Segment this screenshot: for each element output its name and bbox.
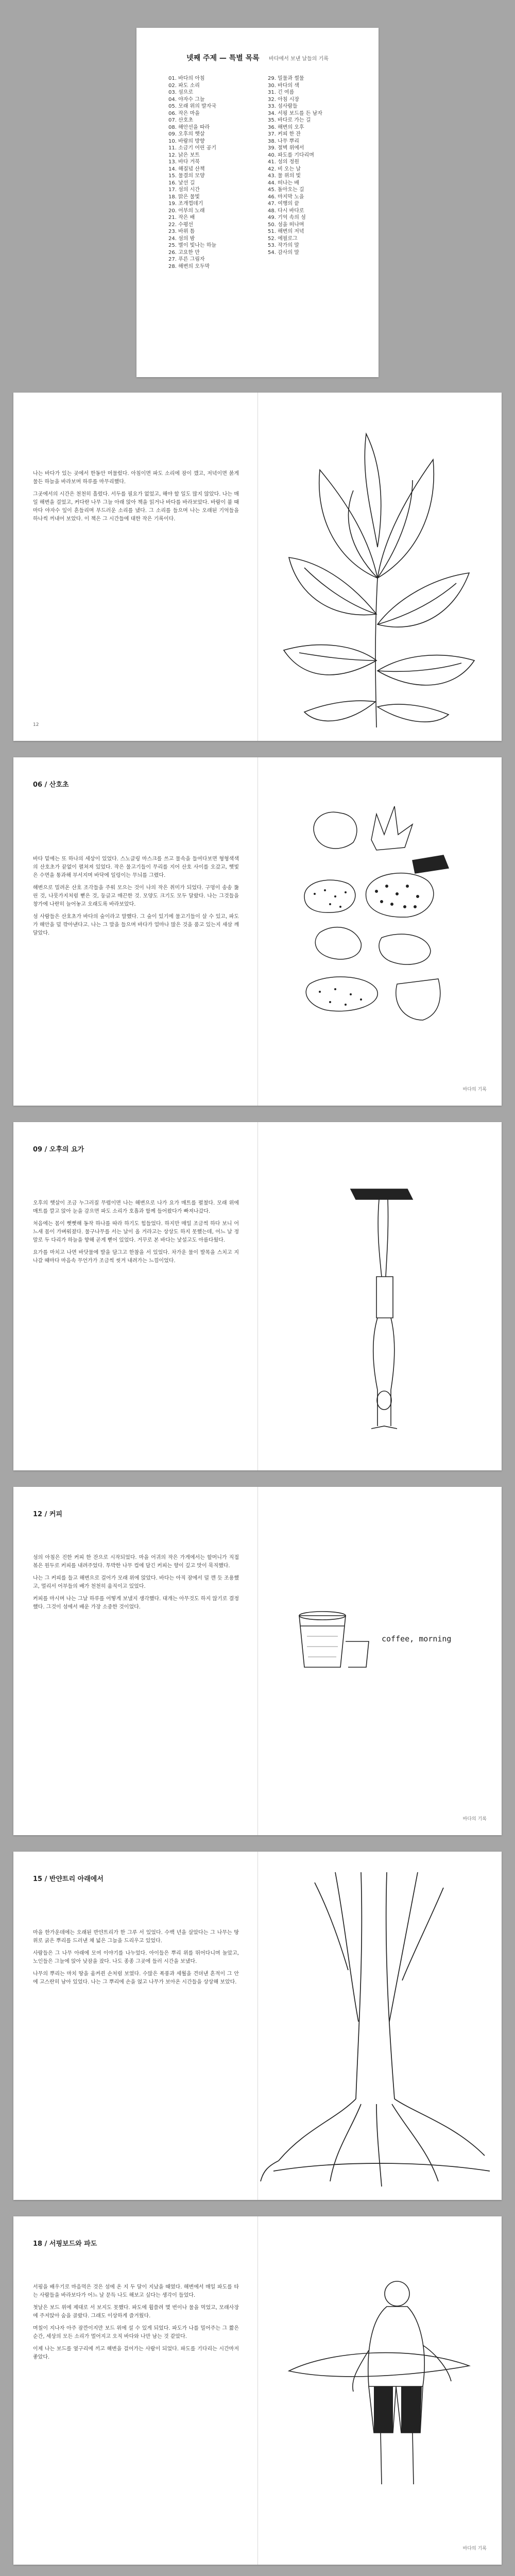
toc-right-column (268, 75, 371, 256)
toc-item: 45. 돌아오는 길 (268, 187, 304, 193)
running-footer: 바다의 기록 (462, 2546, 487, 2551)
leaf-illustration-page (258, 393, 502, 741)
toc-item: 02. 파도 소리 (168, 82, 200, 89)
yoga-text-page (13, 1122, 258, 1470)
toc-item: 28. 해변의 오두막 (168, 263, 210, 269)
toc-item: 32. 아침 시장 (268, 96, 299, 103)
toc-item: 11. 소금기 어린 공기 (168, 145, 217, 151)
toc-item: 39. 절벽 위에서 (268, 145, 304, 151)
coral-pieces-illustration (258, 757, 502, 1106)
paragraph: 바다 밑에는 또 하나의 세상이 있었다. 스노클링 마스크를 쓰고 물속을 들여다보면 형형색색의 산호초가 끝없이 펼쳐져 있었다. 작은 물고기들이 무리를 지어 산호 사이를 오갔고, 햇빛은 수면을 통과해 부서지며 바닥에 일렁이는 무늬를 그렸다. (33, 856, 239, 878)
toc-item: 17. 섬의 시간 (168, 187, 200, 193)
toc-item: 41. 섬의 정원 (268, 159, 299, 165)
toc-item: 51. 해변의 저녁 (268, 229, 304, 234)
yoga-illustration-page (258, 1122, 502, 1470)
toc-item: 05. 모래 위의 발자국 (168, 104, 217, 109)
chapter-heading: 18 / 서핑보드와 파도 (33, 2240, 97, 2248)
toc-item: 03. 섬으로 (168, 90, 194, 95)
spread-yoga (13, 1122, 502, 1470)
toc-item: 46. 마지막 노을 (268, 194, 304, 200)
coffee-text-page (13, 1487, 258, 1835)
toc-item: 30. 바다의 색 (268, 82, 299, 89)
toc-item: 15. 물결의 모양 (168, 173, 205, 179)
spread-coral (13, 757, 502, 1106)
leaf-plant-illustration (258, 393, 502, 741)
surf-illustration-page (258, 2216, 502, 2565)
toc-item: 29. 밀물과 썰물 (268, 76, 304, 81)
paragraph: 나무의 뿌리는 마치 땅을 움켜쥔 손처럼 보였다. 수많은 폭풍과 세월을 견뎌낸 흔적이 그 안에 고스란히 남아 있었다. 나는 그 뿌리에 손을 얹고 나무가 보아온 시간들을 상상해 보았다. (33, 1971, 239, 1985)
toc-item: 12. 낡은 보트 (168, 152, 200, 158)
toc-item: 04. 야자수 그늘 (168, 96, 205, 103)
paragraph: 이제 나는 보드를 옆구리에 끼고 해변을 걸어가는 사람이 되었다. 파도를 기다리는 시간마저 좋았다. (33, 2346, 239, 2360)
banyan-text-page (13, 1852, 258, 2200)
paragraph: 해변으로 밀려온 산호 조각들을 주워 모으는 것이 나의 작은 취미가 되었다. 구멍이 송송 뚫린 것, 나뭇가지처럼 뻗은 것, 둥글고 매끈한 것. 모양도 크기도 모두 달랐다. 나는 그것들을 창가에 나란히 늘어놓고 오래도록 바라보았다. (33, 885, 239, 907)
toc-item: 24. 섬의 밤 (168, 235, 195, 242)
toc-subtitle: 바다에서 보낸 날들의 기록 (269, 56, 329, 62)
paragraph: 섬 사람들은 산호초가 바다의 숲이라고 말했다. 그 숲이 있기에 물고기들이 살 수 있고, 파도가 해안을 덜 깎아낸다고. 나는 그 말을 들으며 바다가 얼마나 많은 것을 품고 있는지 새삼 깨달았다. (33, 914, 239, 936)
chapter-heading: 09 / 오후의 요가 (33, 1146, 84, 1154)
paragraph: 나는 그 커피를 들고 해변으로 걸어가 모래 위에 앉았다. 바다는 아직 잠에서 덜 깬 듯 조용했고, 멀리서 어부들의 배가 천천히 움직이고 있었다. (33, 1575, 239, 1589)
toc-item: 53. 작가의 말 (268, 243, 299, 248)
toc-item: 13. 바다 거북 (168, 159, 200, 165)
surfer-illustration (258, 2216, 502, 2565)
coffee-text (33, 1554, 239, 1616)
coffee-handwriting: coffee, morning (382, 1634, 452, 1643)
paragraph: 사람들은 그 나무 아래에 모여 이야기를 나누었다. 아이들은 뿌리 위를 뛰어다니며 놀았고, 노인들은 그늘에 앉아 낮잠을 잤다. 나도 종종 그곳에 들러 시간을 보냈다. (33, 1951, 239, 1964)
spread-intro-text-page (13, 393, 258, 741)
toc-item: 34. 서핑 보드를 든 남자 (268, 110, 322, 116)
surf-text-page (13, 2216, 258, 2565)
toc-item: 08. 해안선을 따라 (168, 124, 210, 130)
paragraph: 처음에는 몸이 뻣뻣해 동작 하나를 따라 하기도 힘들었다. 하지만 매일 조금씩 하다 보니 어느새 몸이 가벼워졌다. 물구나무를 서는 날이 올 거라고는 상상도 하지 못했는데, 어느 날 정말로 두 다리가 하늘을 향해 곧게 뻗어 있었다. 거꾸로 본 바다는 낯설고도 아름다웠다. (33, 1221, 239, 1243)
running-footer: 바다의 기록 (462, 1087, 487, 1092)
toc-item: 48. 다시 바다로 (268, 208, 304, 214)
toc-item: 09. 오후의 햇살 (168, 131, 205, 137)
paragraph: 첫날은 보드 위에 제대로 서 보지도 못했다. 파도에 휩쓸려 몇 번이나 물을 먹었고, 모래사장에 주저앉아 숨을 골랐다. 그래도 이상하게 즐거웠다. (33, 2305, 239, 2319)
toc-item: 52. 에필로그 (268, 235, 298, 242)
toc-item: 14. 해질녘 산책 (168, 166, 205, 172)
toc-left-column (168, 75, 271, 270)
handstand-figure-illustration (258, 1122, 502, 1470)
paragraph: 커피를 마시며 나는 그날 하루를 어떻게 보낼지 생각했다. 대개는 아무것도 하지 않기로 결정했다. 그것이 섬에서 배운 가장 소중한 것이었다. (33, 1596, 239, 1610)
surf-text (33, 2283, 239, 2366)
chapter-heading: 12 / 커피 (33, 1511, 63, 1518)
paragraph: 섬의 아침은 진한 커피 한 잔으로 시작되었다. 마을 어귀의 작은 가게에서는 할머니가 직접 볶은 원두로 커피를 내려주었다. 투박한 나무 컵에 담긴 커피는 향이 깊고 맛이 묵직했다. (33, 1555, 239, 1569)
toc-item: 38. 나무 뿌리 (268, 138, 299, 144)
page-number: 12 (33, 722, 39, 727)
chapter-heading: 06 / 산호초 (33, 781, 69, 789)
coffee-illustration-page (258, 1487, 502, 1835)
toc-item: 31. 긴 여름 (268, 90, 295, 95)
toc-heading: 넷째 주제 — 특별 목록 (186, 54, 260, 62)
chapter-heading: 15 / 반얀트리 아래에서 (33, 1875, 104, 1883)
spread-coffee (13, 1487, 502, 1835)
toc-item: 25. 별이 빛나는 하늘 (168, 243, 217, 248)
spread-intro (13, 393, 502, 741)
toc-item: 23. 바위 틈 (168, 229, 195, 234)
coral-text (33, 855, 239, 942)
yoga-text (33, 1199, 239, 1269)
toc-item: 35. 바다로 가는 길 (268, 117, 311, 123)
intro-text (33, 470, 239, 528)
toc-item: 33. 섬사람들 (268, 104, 298, 109)
paragraph: 그곳에서의 시간은 천천히 흘렀다. 서두를 필요가 없었고, 해야 할 일도 많지 않았다. 나는 매일 해변을 걸었고, 커다란 나무 그늘 아래 앉아 책을 읽거나 바다를 바라보았다. 바람이 불 때마다 야자수 잎이 흔들리며 부드러운 소리를 냈다. 그 소리를 들으며 나는 오래된 기억들을 하나씩 꺼내어 보았다. 이 책은 그 시간들에 대한 작은 기록이다. (33, 492, 239, 522)
toc-item: 26. 고요한 만 (168, 249, 200, 256)
paragraph: 요가를 마치고 나면 바닷물에 발을 담그고 한참을 서 있었다. 차가운 물이 발목을 스치고 지나갈 때마다 마음속 무언가가 조금씩 씻겨 내려가는 느낌이었다. (33, 1250, 239, 1264)
spread-banyan (13, 1852, 502, 2200)
toc-item: 37. 커피 한 잔 (268, 131, 301, 137)
toc-item: 21. 작은 배 (168, 215, 195, 221)
toc-item: 43. 물 위의 빛 (268, 173, 301, 179)
coral-illustration-page (258, 757, 502, 1106)
paragraph: 오후의 햇살이 조금 누그러질 무렵이면 나는 해변으로 나가 요가 매트를 펼쳤다. 모래 위에 매트를 깔고 앉아 눈을 감으면 파도 소리가 호흡과 함께 들어왔다가 빠져나갔다. (33, 1200, 239, 1214)
running-footer: 바다의 기록 (462, 1817, 487, 1822)
paragraph: 며칠이 지나자 아주 잠깐이지만 보드 위에 설 수 있게 되었다. 파도가 나를 밀어주는 그 짧은 순간, 세상의 모든 소리가 멀어지고 오직 바다와 나만 남는 것 같았다. (33, 2326, 239, 2340)
toc-title (136, 53, 379, 63)
toc-item: 10. 바람의 방향 (168, 138, 205, 144)
toc-item: 44. 떠나는 배 (268, 180, 299, 186)
banyan-illustration-page (258, 1852, 502, 2200)
toc-item: 49. 기억 속의 섬 (268, 215, 306, 221)
toc-item: 36. 해변의 오후 (268, 124, 304, 130)
toc-item: 40. 파도를 기다리며 (268, 152, 314, 158)
spread-surf (13, 2216, 502, 2565)
toc-item: 19. 조개껍데기 (168, 201, 203, 207)
coffee-cups-illustration (258, 1487, 502, 1835)
toc-item: 50. 섬을 떠나며 (268, 222, 304, 228)
toc-item: 54. 감사의 말 (268, 249, 299, 256)
coral-text-page (13, 757, 258, 1106)
toc-item: 07. 산호초 (168, 117, 194, 123)
toc-item: 01. 바다의 아침 (168, 76, 205, 81)
toc-page (136, 28, 379, 377)
toc-item: 18. 맑은 물빛 (168, 194, 200, 200)
paragraph: 서핑을 배우기로 마음먹은 것은 섬에 온 지 두 달이 지났을 때였다. 해변에서 매일 파도를 타는 사람들을 바라보다가 어느 날 문득 나도 해보고 싶다는 생각이 들었다. (33, 2284, 239, 2298)
paragraph: 마을 한가운데에는 오래된 반얀트리가 한 그루 서 있었다. 수백 년을 살았다는 그 나무는 땅 위로 굵은 뿌리를 드러낸 채 넓은 그늘을 드리우고 있었다. (33, 1930, 239, 1944)
toc-item: 20. 어부의 노래 (168, 208, 205, 214)
toc-item: 27. 푸른 그림자 (168, 257, 205, 262)
toc-item: 16. 낯선 길 (168, 180, 195, 186)
banyan-roots-illustration (258, 1852, 502, 2200)
toc-item: 06. 작은 마을 (168, 110, 200, 116)
toc-item: 42. 비 오는 날 (268, 166, 301, 172)
toc-item: 22. 수평선 (168, 222, 194, 228)
banyan-text (33, 1929, 239, 1991)
toc-item: 47. 여행의 끝 (268, 201, 299, 207)
paragraph: 나는 바다가 있는 곳에서 한동안 머물렀다. 아침이면 파도 소리에 잠이 깼고, 저녁이면 붉게 물든 하늘을 바라보며 하루를 마무리했다. (33, 471, 239, 485)
